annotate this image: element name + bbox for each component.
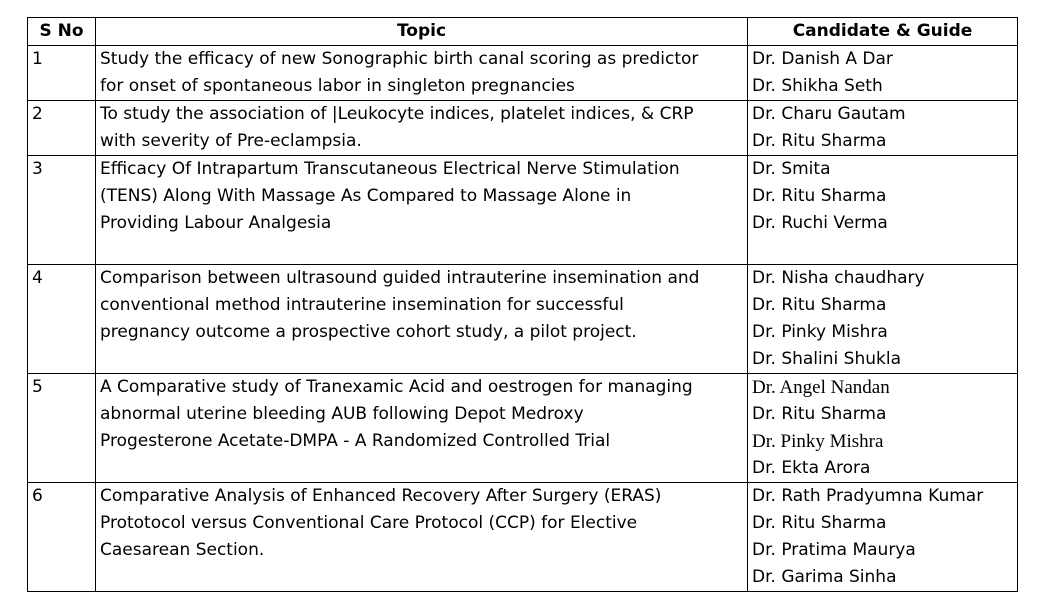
serial-number: 3 xyxy=(28,156,96,265)
person-name: Dr. Shikha Seth xyxy=(752,76,883,96)
table-row xyxy=(28,46,1018,101)
person-name: Dr. Pinky Mishra xyxy=(752,322,888,342)
topic-line: Prototocol versus Conventional Care Protocol (CCP) for Elective xyxy=(100,513,638,533)
header-sno: S No xyxy=(28,18,96,46)
topic-cell xyxy=(96,46,748,101)
header-row xyxy=(28,18,1018,46)
person-name: Dr. Smita xyxy=(752,159,831,179)
topic-line: abnormal uterine bleeding AUB following Depot Medroxy xyxy=(100,404,584,424)
serial-number: 5 xyxy=(28,374,96,483)
person-name: Dr. Ritu Sharma xyxy=(752,186,887,206)
topic-line: To study the association of |Leukocyte indices, platelet indices, & CRP xyxy=(100,104,694,124)
topic-line: A Comparative study of Tranexamic Acid and oestrogen for managing xyxy=(100,377,693,397)
topic-cell xyxy=(96,483,748,592)
person-name: Dr. Ritu Sharma xyxy=(752,295,887,315)
thesis-topics-table xyxy=(27,17,1018,592)
topic-line: pregnancy outcome a prospective cohort study, a pilot project. xyxy=(100,322,637,342)
person-name: Dr. Danish A Dar xyxy=(752,49,893,69)
topic-cell xyxy=(96,265,748,374)
person-name: Dr. Ruchi Verma xyxy=(752,213,888,233)
table-row xyxy=(28,156,1018,265)
topic-line: with severity of Pre-eclampsia. xyxy=(100,131,362,151)
topic-line: Comparative Analysis of Enhanced Recovery After Surgery (ERAS) xyxy=(100,486,662,506)
topic-line: Study the efficacy of new Sonographic birth canal scoring as predictor xyxy=(100,49,699,69)
topic-line: Providing Labour Analgesia xyxy=(100,213,332,233)
topic-cell xyxy=(96,101,748,156)
candidate-guide-cell xyxy=(748,265,1018,374)
person-name: Dr. Ekta Arora xyxy=(752,458,871,478)
person-name: Dr. Ritu Sharma xyxy=(752,404,887,424)
candidate-guide-cell xyxy=(748,46,1018,101)
candidate-guide-cell xyxy=(748,101,1018,156)
serial-number: 6 xyxy=(28,483,96,592)
serial-number: 2 xyxy=(28,101,96,156)
person-name: Dr. Angel Nandan xyxy=(752,377,890,398)
topic-line: Efficacy Of Intrapartum Transcutaneous Electrical Nerve Stimulation xyxy=(100,159,680,179)
topic-line: Comparison between ultrasound guided intrauterine insemination and xyxy=(100,268,700,288)
person-name: Dr. Shalini Shukla xyxy=(752,349,901,369)
person-name: Dr. Rath Pradyumna Kumar xyxy=(752,486,984,506)
topic-line: (TENS) Along With Massage As Compared to Massage Alone in xyxy=(100,186,632,206)
candidate-guide-cell xyxy=(748,374,1018,483)
table-row xyxy=(28,483,1018,592)
candidate-guide-cell xyxy=(748,483,1018,592)
candidate-guide-cell xyxy=(748,156,1018,265)
person-name: Dr. Pinky Mishra xyxy=(752,431,884,452)
topic-line: Progesterone Acetate-DMPA - A Randomized Controlled Trial xyxy=(100,431,611,451)
person-name: Dr. Ritu Sharma xyxy=(752,131,887,151)
table-row xyxy=(28,101,1018,156)
topic-cell xyxy=(96,374,748,483)
person-name: Dr. Pratima Maurya xyxy=(752,540,916,560)
topic-line: conventional method intrauterine insemination for successful xyxy=(100,295,624,315)
person-name: Dr. Ritu Sharma xyxy=(752,513,887,533)
serial-number: 1 xyxy=(28,46,96,101)
table-row xyxy=(28,374,1018,483)
topic-line: for onset of spontaneous labor in singleton pregnancies xyxy=(100,76,575,96)
table-row xyxy=(28,265,1018,374)
person-name: Dr. Nisha chaudhary xyxy=(752,268,925,288)
header-topic: Topic xyxy=(96,18,748,46)
topic-cell xyxy=(96,156,748,265)
header-candidate-guide: Candidate & Guide xyxy=(748,18,1018,46)
serial-number: 4 xyxy=(28,265,96,374)
person-name: Dr. Garima Sinha xyxy=(752,567,897,587)
topic-line: Caesarean Section. xyxy=(100,540,265,560)
person-name: Dr. Charu Gautam xyxy=(752,104,906,124)
